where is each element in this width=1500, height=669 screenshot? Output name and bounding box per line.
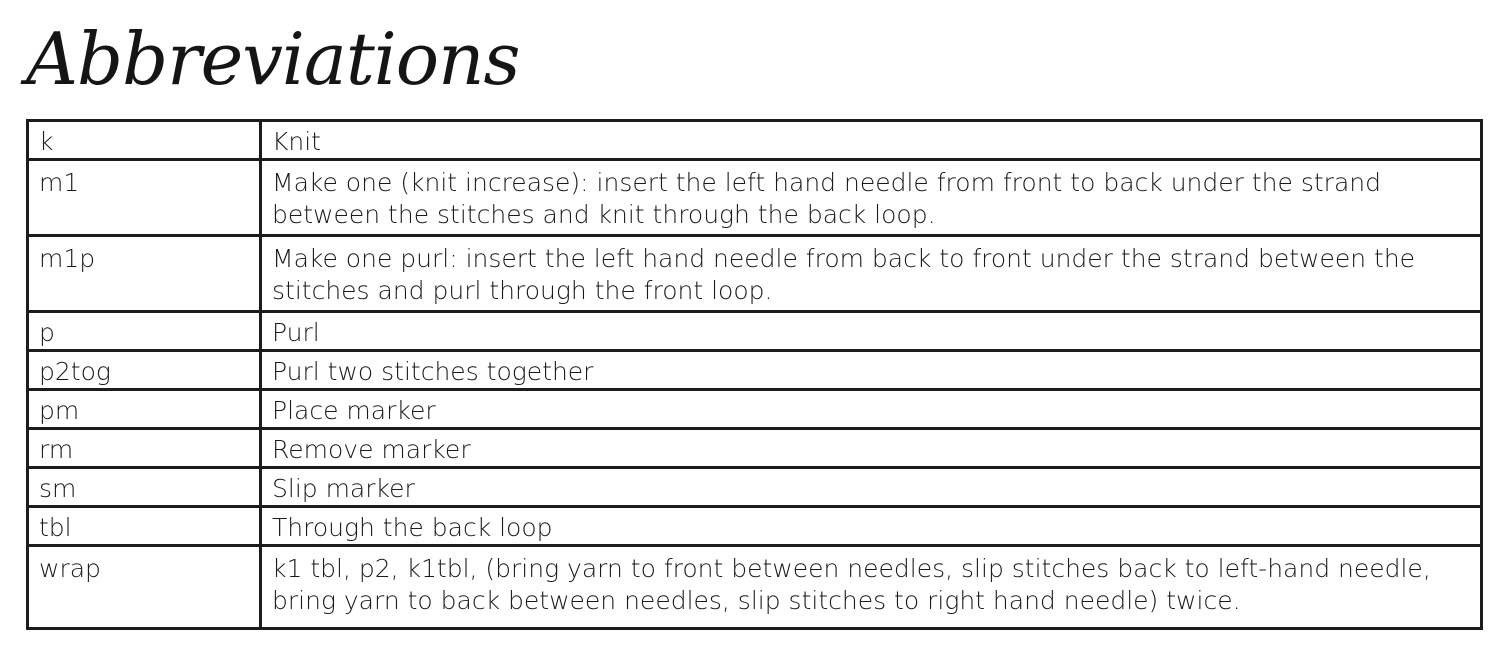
abbreviation-cell: p2tog — [28, 351, 261, 390]
definition-line: Make one purl: insert the left hand needle from back to front under the strand between the — [272, 244, 1416, 273]
definition-cell — [261, 236, 1482, 312]
definition-cell: Remove marker — [261, 429, 1482, 468]
abbreviation-cell: tbl — [28, 507, 261, 546]
abbreviation-cell: rm — [28, 429, 261, 468]
definition-cell: Purl two stitches together — [261, 351, 1482, 390]
table-row — [28, 468, 1482, 507]
definition-line: Make one (knit increase): insert the left hand needle from front to back under the strand — [272, 168, 1381, 197]
abbreviation-cell: p — [28, 312, 261, 351]
table-row — [28, 351, 1482, 390]
abbreviation-cell: m1 — [28, 160, 261, 236]
abbreviation-cell: pm — [28, 390, 261, 429]
abbreviation-cell: m1p — [28, 236, 261, 312]
definition-cell: Knit — [261, 121, 1482, 160]
definition-line: between the stitches and knit through the back loop. — [272, 200, 936, 229]
table-row — [28, 236, 1482, 312]
table-row — [28, 546, 1482, 629]
table-row — [28, 160, 1482, 236]
abbreviations-table — [26, 119, 1483, 630]
table-row — [28, 429, 1482, 468]
table-row — [28, 390, 1482, 429]
definition-cell: Through the back loop — [261, 507, 1482, 546]
definition-cell — [261, 160, 1482, 236]
definition-cell: Place marker — [261, 390, 1482, 429]
definition-line: k1 tbl, p2, k1tbl, (bring yarn to front between needles, slip stitches back to left-hand needle, — [272, 554, 1431, 583]
abbreviation-cell: k — [28, 121, 261, 160]
abbreviation-cell: wrap — [28, 546, 261, 629]
definition-line: stitches and purl through the front loop. — [272, 276, 773, 305]
table-row — [28, 312, 1482, 351]
definition-cell: Slip marker — [261, 468, 1482, 507]
abbreviation-cell: sm — [28, 468, 261, 507]
table-row — [28, 121, 1482, 160]
definition-line: bring yarn to back between needles, slip stitches to right hand needle) twice. — [272, 586, 1241, 615]
table-row — [28, 507, 1482, 546]
definition-cell: Purl — [261, 312, 1482, 351]
page-title: Abbreviations — [26, 17, 520, 101]
definition-cell — [261, 546, 1482, 629]
